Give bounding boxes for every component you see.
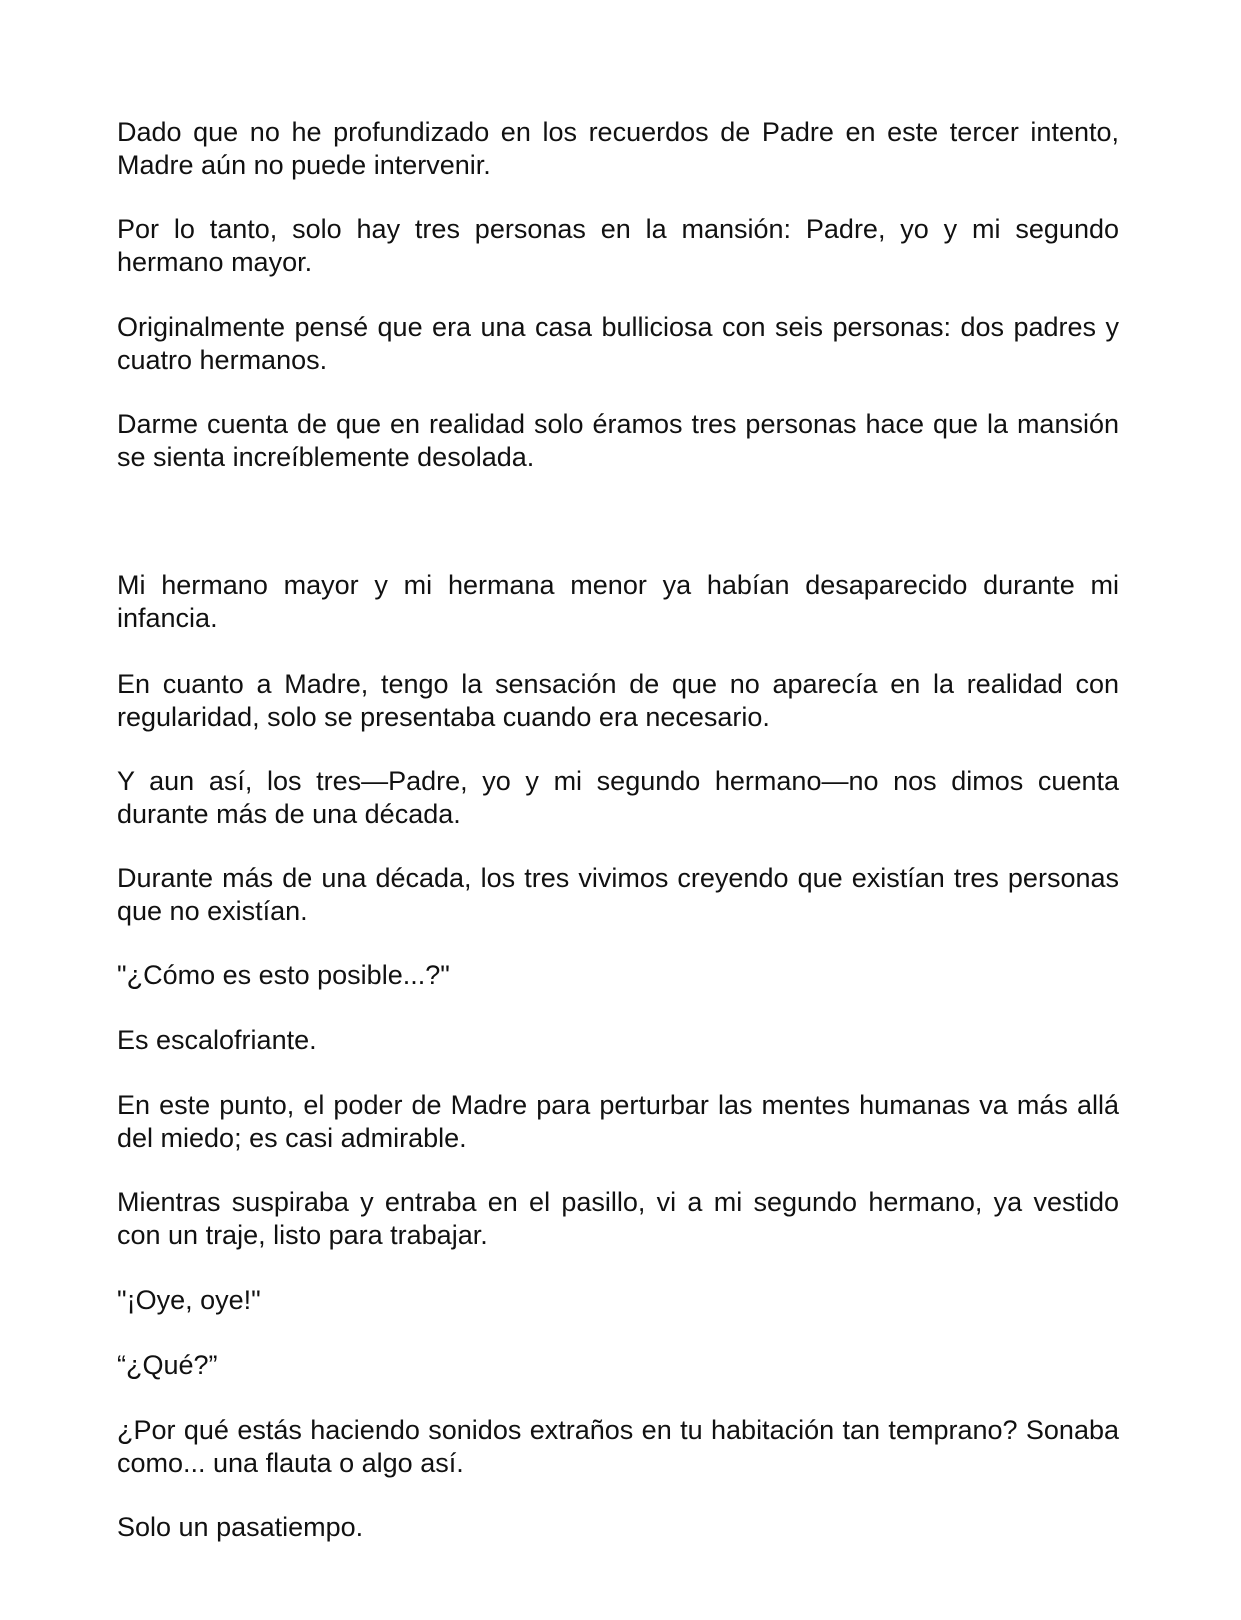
paragraph-3: Originalmente pensé que era una casa bulliciosa con seis personas: dos padres y cuatro hermanos. bbox=[117, 312, 1119, 375]
paragraph-8: Durante más de una década, los tres vivimos creyendo que existían tres personas que no existían. bbox=[117, 863, 1119, 926]
paragraph-13: "¡Oye, oye!" bbox=[117, 1285, 261, 1315]
paragraph-14: “¿Qué?” bbox=[117, 1350, 218, 1380]
paragraph-7: Y aun así, los tres—Padre, yo y mi segundo hermano—no nos dimos cuenta durante más de una década. bbox=[117, 766, 1119, 829]
paragraph-16: Solo un pasatiempo. bbox=[117, 1512, 364, 1542]
paragraph-15: ¿Por qué estás haciendo sonidos extraños en tu habitación tan temprano? Sonaba como... una flauta o algo así. bbox=[117, 1415, 1119, 1478]
paragraph-12: Mientras suspiraba y entraba en el pasillo, vi a mi segundo hermano, ya vestido con un traje, listo para trabajar. bbox=[117, 1187, 1119, 1250]
paragraph-6: En cuanto a Madre, tengo la sensación de que no aparecía en la realidad con regularidad, solo se presentaba cuando era necesario. bbox=[117, 669, 1119, 732]
paragraph-5: Mi hermano mayor y mi hermana menor ya habían desaparecido durante mi infancia. bbox=[117, 570, 1119, 633]
paragraph-9: "¿Cómo es esto posible...?" bbox=[117, 960, 450, 990]
paragraph-11: En este punto, el poder de Madre para perturbar las mentes humanas va más allá del miedo; es casi admirable. bbox=[117, 1090, 1119, 1153]
paragraph-10: Es escalofriante. bbox=[117, 1025, 317, 1055]
paragraph-1: Dado que no he profundizado en los recuerdos de Padre en este tercer intento, Madre aún no puede intervenir. bbox=[117, 117, 1119, 180]
paragraph-2: Por lo tanto, solo hay tres personas en la mansión: Padre, yo y mi segundo hermano mayor. bbox=[117, 214, 1119, 277]
paragraph-4: Darme cuenta de que en realidad solo éramos tres personas hace que la mansión se sienta increíblemente desolada. bbox=[117, 409, 1119, 472]
